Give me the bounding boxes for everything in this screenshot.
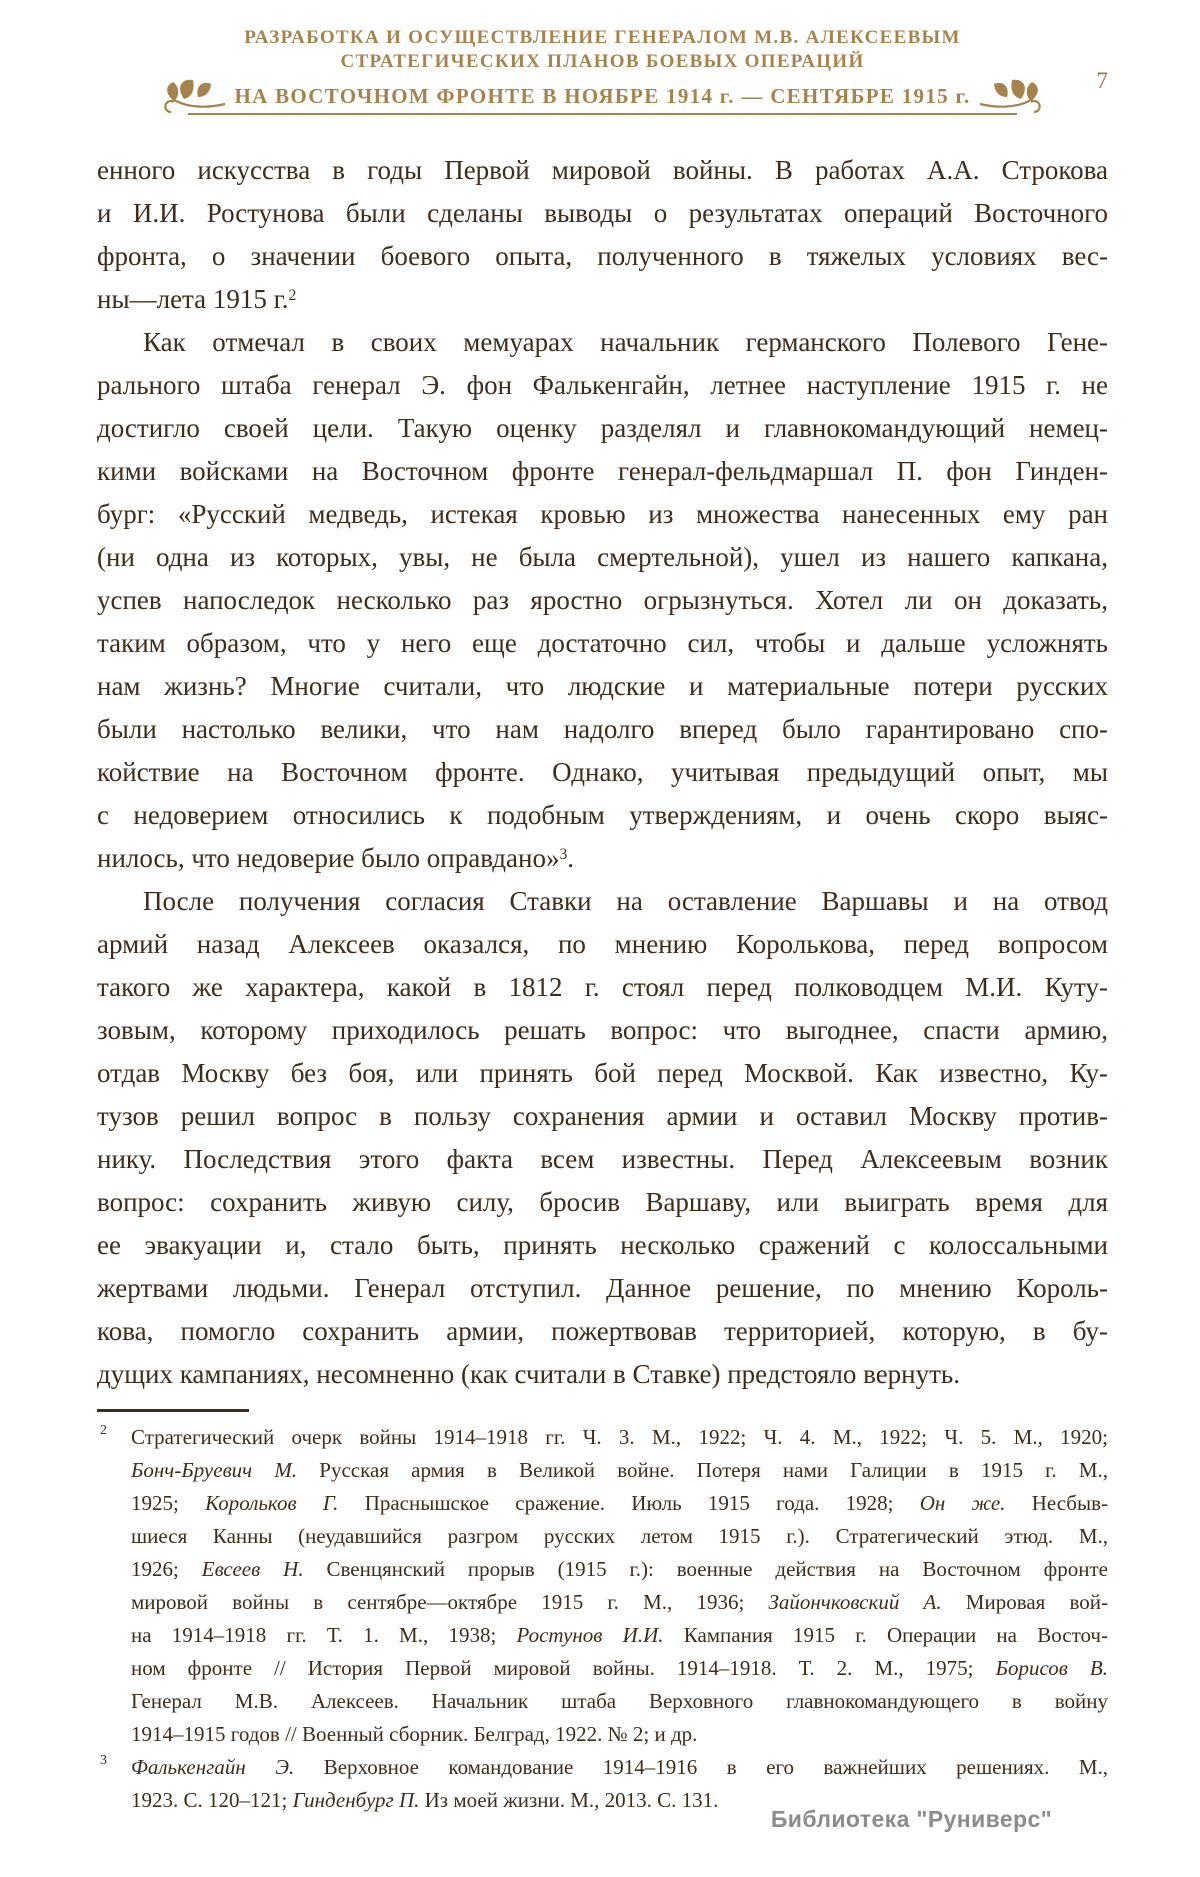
paragraph: [97, 149, 1108, 321]
footnote-line: Генерал М.В. Алексеев. Начальник штаба Верховного главнокомандующего в войну: [131, 1689, 1108, 1713]
body-text: [97, 149, 1108, 1396]
text-line: Как отмечал в своих мемуарах начальник германского Полевого Гене-: [143, 327, 1108, 357]
text-line: бург: «Русский медведь, истекая кровью из множества нанесенных ему ран: [97, 499, 1108, 529]
footnote-line: 1914–1915 годов // Военный сборник. Белград, 1922. № 2; и др.: [131, 1722, 698, 1746]
text-line: енного искусства в годы Первой мировой войны. В работах А.А. Строкова: [97, 155, 1108, 185]
footnote-line: Стратегический очерк войны 1914–1918 гг. Ч. 3. М., 1922; Ч. 4. М., 1922; Ч. 5. М., 1920;: [131, 1425, 1108, 1449]
footnote-line: Бонч-Бруевич М. Русская армия в Великой войне. Потеря нами Галиции в 1915 г. М.,: [131, 1458, 1108, 1482]
text-line: фронта, о значении боевого опыта, полученного в тяжелых условиях вес-: [97, 241, 1108, 271]
text-line: тузов решил вопрос в пользу сохранения армии и оставил Москву против-: [97, 1101, 1108, 1131]
text-line: таким образом, что у него еще достаточно сил, чтобы и дальше усложнять: [97, 628, 1108, 658]
text-line: ее эвакуации и, стало быть, принять несколько сражений с колоссальными: [97, 1230, 1108, 1260]
text-line: После получения согласия Ставки на оставление Варшавы и на отвод: [143, 886, 1108, 916]
footnote-line: 1926; Евсеев Н. Свенцянский прорыв (1915 г.): военные действия на Восточном фронте: [131, 1557, 1109, 1581]
text-line: койствие на Восточном фронте. Однако, учитывая предыдущий опыт, мы: [97, 757, 1108, 787]
text-line: (ни одна из которых, увы, не была смертельной), ушел из нашего капкана,: [97, 542, 1108, 572]
text-line: жертвами людьми. Генерал отступил. Данное решение, по мнению Король-: [97, 1273, 1108, 1303]
footnote-line: на 1914–1918 гг. Т. 1. М., 1938; Ростунов И.И. Кампания 1915 г. Операции на Восточ-: [131, 1623, 1108, 1647]
footnote-line: шиеся Канны (неудавшийся разгром русских летом 1915 г.). Стратегический этюд. М.,: [131, 1524, 1108, 1548]
footnote-line: Фалькенгайн Э. Верховное командование 1914–1916 в его важнейших решениях. М.,: [131, 1755, 1108, 1779]
footnotes: [97, 1421, 1108, 1817]
text-line: с недоверием относились к подобным утверждениям, и очень скоро выяс-: [97, 800, 1108, 830]
text-line: достигло своей цели. Такую оценку разделял и главнокомандующий немец-: [97, 413, 1108, 443]
library-watermark: Библиотека "Руниверс": [770, 1806, 1052, 1832]
text-line: отдав Москву без боя, или принять бой перед Москвой. Как известно, Ку-: [97, 1058, 1108, 1088]
paragraph: [97, 880, 1108, 1396]
floral-ornament-right-icon: [979, 75, 1043, 122]
header-title-line-3-wrap: [162, 75, 1042, 122]
footnote-line: 1925; Корольков Г. Праснышское сражение. Июль 1915 года. 1928; Он же. Несбыв-: [131, 1491, 1108, 1515]
text-line: такого же характера, какой в 1812 г. стоял перед полководцем М.И. Куту-: [97, 972, 1108, 1002]
text-line: кова, помогло сохранить армии, пожертвовав территорией, которую, в бу-: [97, 1316, 1108, 1346]
footnote-marker: 2: [100, 1423, 107, 1438]
text-column: [97, 0, 1108, 1817]
header-title-line-2: СТРАТЕГИЧЕСКИХ ПЛАНОВ БОЕВЫХ ОПЕРАЦИЙ: [340, 51, 865, 72]
footnote-line: 1923. С. 120–121; Гинденбург П. Из моей жизни. М., 2013. С. 131.: [131, 1788, 719, 1812]
text-line: и И.И. Ростунова были сделаны выводы о результатах операций Восточного: [97, 198, 1108, 228]
text-line: зовым, которому приходилось решать вопрос: что выгоднее, спасти армию,: [97, 1015, 1108, 1045]
text-line: были настолько велики, что нам надолго вперед было гарантировано спо-: [97, 714, 1108, 744]
footnote: [97, 1421, 1108, 1751]
text-line: нику. Последствия этого факта всем известны. Перед Алексеевым возник: [97, 1144, 1108, 1174]
text-line: успев напоследок несколько раз яростно огрызнуться. Хотел ли он доказать,: [97, 585, 1108, 615]
text-line: нилось, что недоверие было оправдано»$^3$.: [97, 843, 575, 873]
text-line: кими войсками на Восточном фронте генерал-фельдмаршал П. фон Гинден-: [97, 456, 1108, 486]
text-line: вопрос: сохранить живую силу, бросив Варшаву, или выиграть время для: [97, 1187, 1108, 1217]
footnote-line: мировой войны в сентябре—октябре 1915 г. М., 1936; Зайончковский А. Мировая вой-: [131, 1590, 1108, 1614]
running-header: [97, 0, 1108, 122]
text-line: армий назад Алексеев оказался, по мнению Королькова, перед вопросом: [97, 929, 1108, 959]
text-line: рального штаба генерал Э. фон Фалькенгайн, летнее наступление 1915 г. не: [97, 370, 1108, 400]
text-line: нам жизнь? Многие считали, что людские и материальные потери русских: [97, 671, 1108, 701]
footnote-line: ном фронте // История Первой мировой войны. 1914–1918. Т. 2. М., 1975; Борисов В.: [131, 1656, 1108, 1680]
header-title-line-1: РАЗРАБОТКА И ОСУЩЕСТВЛЕНИЕ ГЕНЕРАЛОМ М.В. АЛЕКСЕЕВЫМ: [244, 27, 961, 48]
text-line: ны—лета 1915 г.$^2$: [97, 284, 297, 314]
page-number: 7: [1096, 68, 1108, 93]
footnote-separator: [97, 1409, 249, 1412]
floral-ornament-left-icon: [162, 75, 226, 122]
header-title-line-3: НА ВОСТОЧНОМ ФРОНТЕ В НОЯБРЕ 1914 г. — СЕНТЯБРЕ 1915 г.: [234, 83, 971, 108]
footnote-marker: 3: [100, 1753, 107, 1768]
paragraph: [97, 321, 1108, 880]
text-line: дущих кампаниях, несомненно (как считали в Ставке) предстояло вернуть.: [97, 1359, 960, 1389]
